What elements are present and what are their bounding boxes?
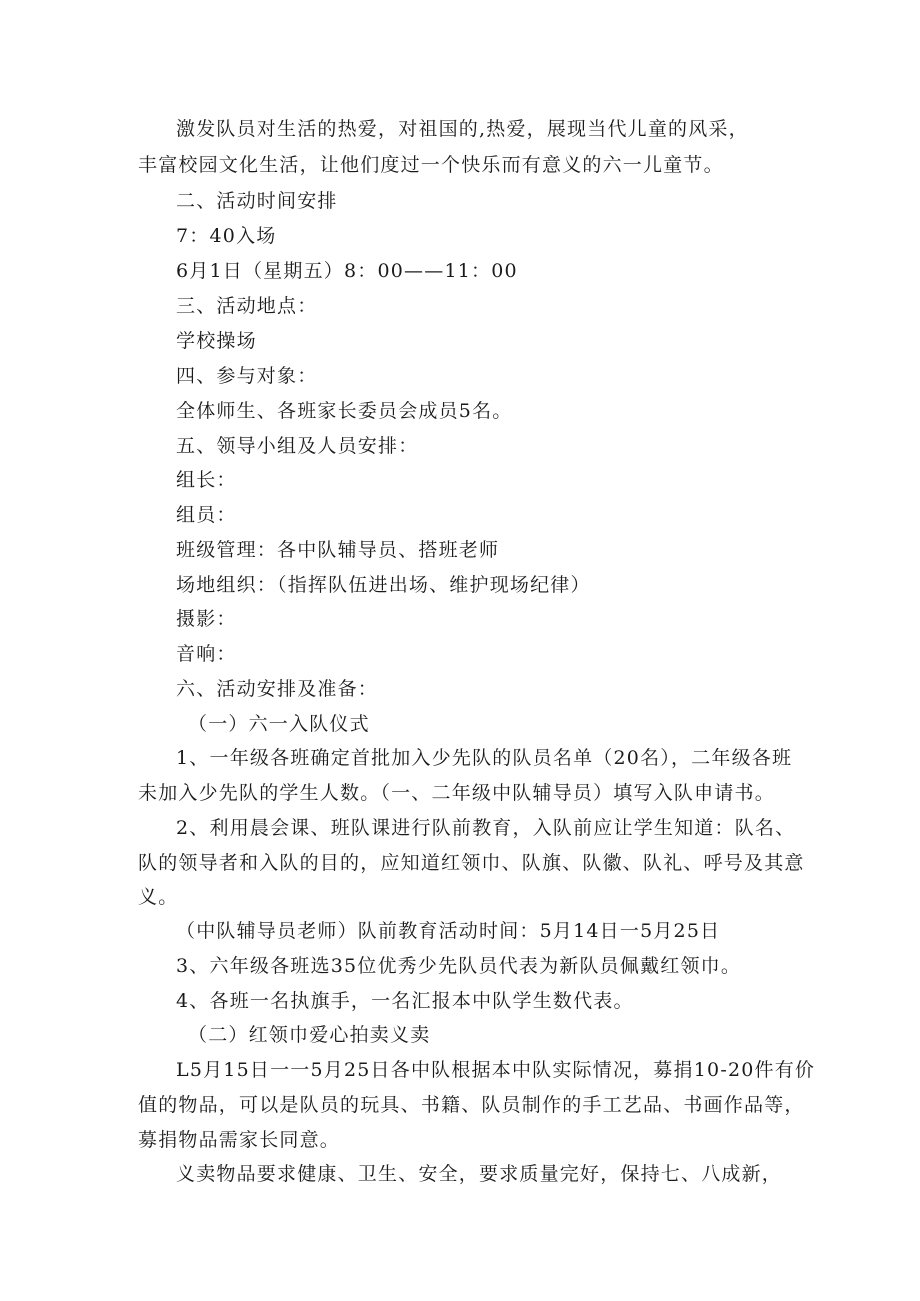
section-heading-leadership: 五、领导小组及人员安排： (176, 435, 419, 457)
participants-value: 全体师生、各班家长委员会成员5名。 (176, 400, 513, 422)
member-label: 组员： (176, 504, 237, 526)
section-heading-participants: 四、参与对象： (176, 365, 318, 387)
paragraph-line-1: 激发队员对生活的热爱，对祖国的,热爱，展现当代儿童的风采， (176, 118, 749, 140)
section-heading-location: 三、活动地点： (176, 295, 318, 317)
item-2-line-1: 2、利用晨会课、班队课进行队前教育，入队前应让学生知道：队名、 (176, 817, 796, 839)
section-heading-arrangements: 六、活动安排及准备： (176, 678, 379, 700)
venue-organization: 场地组织：（指挥队伍进出场、维护现场纪律） (176, 574, 591, 596)
item-1-line-1: 1、一年级各班确定首批加入少先队的队员名单（20名），二年级各班 (176, 747, 793, 769)
subsection-heading-auction: （二）红领巾爱心拍卖义卖 (188, 1024, 431, 1046)
auction-line-3: 募捐物品需家长同意。 (138, 1129, 341, 1151)
auction-line-1: L5月15日一一5月25日各中队根据本中队实际情况，募捐10-20件有价 (176, 1059, 816, 1081)
location-value: 学校操场 (176, 330, 257, 352)
paragraph-line-2: 丰富校园文化生活，让他们度过一个快乐而有意义的六一儿童节。 (138, 154, 724, 176)
subsection-heading-induction: （一）六一入队仪式 (188, 713, 370, 735)
event-time: 6月1日（星期五）8：00——11：00 (176, 260, 518, 282)
item-1-line-2: 未加入少先队的学生人数。（一、二年级中队辅导员）填写入队申请书。 (138, 782, 775, 804)
item-2-line-3: 义。 (138, 886, 179, 908)
section-heading-schedule: 二、活动时间安排 (176, 190, 338, 212)
item-3: 3、六年级各班选35位优秀少先队员代表为新队员佩戴红领巾。 (176, 955, 742, 977)
item-2-line-2: 队的领导者和入队的目的，应知道红领巾、队旗、队徽、队礼、呼号及其意 (138, 852, 805, 874)
entry-time: 7：40入场 (176, 225, 277, 247)
education-time: （中队辅导员老师）队前教育活动时间：5月14日一5月25日 (176, 920, 721, 942)
photography-label: 摄影： (176, 608, 237, 630)
leader-label: 组长： (176, 469, 237, 491)
auction-line-2: 值的物品，可以是队员的玩具、书籍、队员制作的手工艺品、书画作品等， (138, 1094, 805, 1116)
audio-label: 音响： (176, 643, 237, 665)
class-management: 班级管理：各中队辅导员、搭班老师 (176, 539, 500, 561)
auction-requirements: 义卖物品要求健康、卫生、安全，要求质量完好，保持七、八成新， (176, 1163, 783, 1185)
item-4: 4、各班一名执旗手，一名汇报本中队学生数代表。 (176, 990, 634, 1012)
